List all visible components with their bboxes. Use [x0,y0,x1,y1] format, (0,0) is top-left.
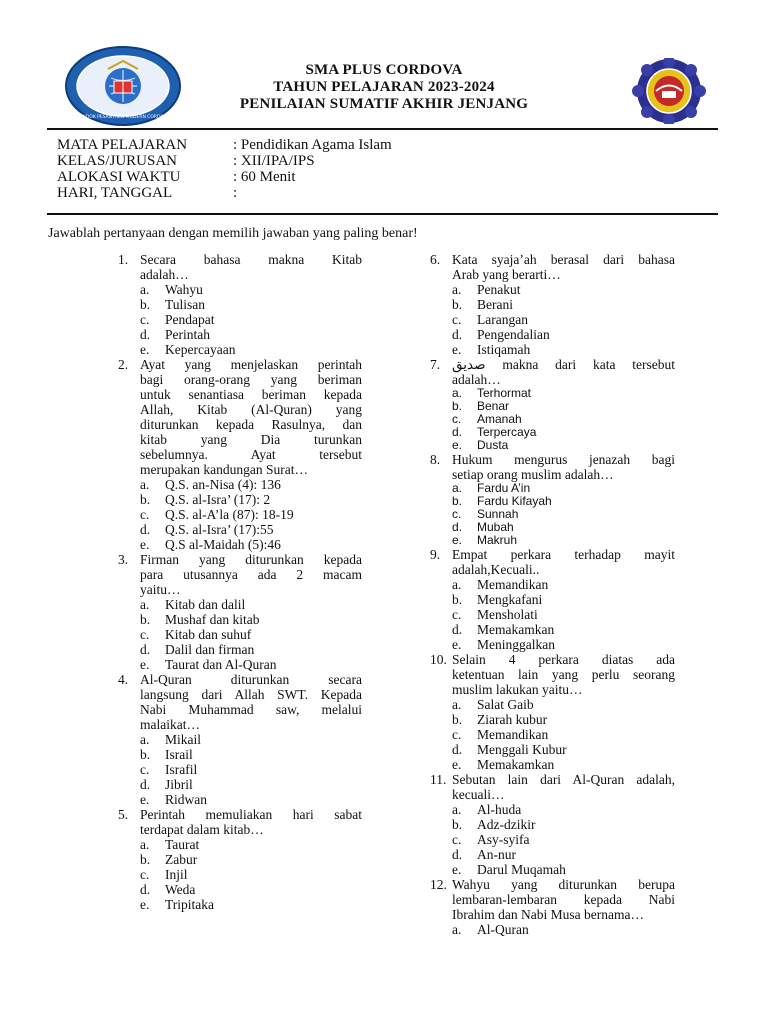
answer-option[interactable] [430,439,675,452]
question-text-line: langsung dari Allah SWT. Kepada [140,687,362,702]
option-text: Kepercayaan [165,342,236,357]
question-text-line: Allah, Kitab (Al-Quran) yang [140,402,362,417]
question-text-line: Selain 4 perkara diatas ada [452,652,675,667]
option-letter: d. [452,327,463,342]
option-text: Fardu Kifayah [477,494,552,508]
answer-option[interactable] [118,597,362,612]
question-number: 2. [118,357,129,372]
answer-option[interactable] [430,757,675,772]
answer-option[interactable] [430,922,675,937]
questions-right-column [430,252,675,937]
option-text: Asy-syifa [477,832,530,847]
question-number: 12. [430,877,447,892]
option-text: Mikail [165,732,201,747]
option-text: Mushaf dan kitab [165,612,260,627]
option-text: Darul Muqamah [477,862,566,877]
question-number: 10. [430,652,447,667]
answer-option[interactable] [430,400,675,413]
option-text: Tripitaka [165,897,215,912]
option-letter: e. [452,342,462,357]
option-text: Salat Gaib [477,697,534,712]
answer-option[interactable] [118,537,362,552]
option-letter: d. [452,425,463,439]
answer-option[interactable] [430,607,675,622]
option-text: Pengendalian [477,327,550,342]
option-letter: e. [140,792,150,807]
question-text-line: Sebutan lain dari Al-Quran adalah, [452,772,675,787]
question-text-line: Secara bahasa makna Kitab [140,252,362,267]
question-number: 11. [430,772,447,787]
answer-option[interactable] [430,482,675,495]
question-text-line: صديق makna dari kata tersebut [452,357,675,372]
option-letter: b. [452,494,463,508]
option-text: Menggali Kubur [477,742,567,757]
question-item [430,652,675,772]
question-text-line: Hukum mengurus jenazah bagi [452,452,675,467]
option-letter: d. [452,742,463,757]
option-text: Israfil [165,762,198,777]
answer-option[interactable] [118,897,362,912]
option-text: Tulisan [165,297,206,312]
answer-option[interactable] [430,817,675,832]
academic-year: TAHUN PELAJARAN 2023-2024 [273,79,495,95]
option-letter: b. [140,852,151,867]
option-text: Benar [477,399,510,413]
option-text: Fardu A’in [477,481,531,495]
answer-option[interactable] [430,426,675,439]
option-text: Al-huda [477,802,522,817]
option-letter: d. [140,522,151,537]
answer-option[interactable] [430,413,675,426]
answer-options [430,482,675,547]
answer-options [430,922,675,937]
option-text: Terhormat [477,386,532,400]
option-letter: b. [140,747,151,762]
answer-option[interactable] [430,342,675,357]
option-letter: c. [452,607,462,622]
question-item [118,672,362,807]
answer-option[interactable] [430,712,675,727]
option-letter: a. [140,837,150,852]
question-item [430,452,675,547]
answer-option[interactable] [430,282,675,297]
option-letter: b. [140,492,151,507]
option-letter: a. [452,577,462,592]
answer-options [430,697,675,772]
answer-option[interactable] [430,637,675,652]
option-text: Kitab dan dalil [165,597,246,612]
option-text: Memandikan [477,577,549,592]
answer-option[interactable] [118,312,362,327]
question-item [118,807,362,912]
option-text: Memakamkan [477,622,555,637]
answer-option[interactable] [118,732,362,747]
answer-option[interactable] [118,342,362,357]
answer-options [118,477,362,552]
option-letter: d. [140,642,151,657]
question-text-line: para utusannya ada 2 macam [140,567,362,582]
answer-option[interactable] [118,837,362,852]
answer-option[interactable] [118,492,362,507]
answer-option[interactable] [118,747,362,762]
question-text-line: adalah… [140,267,189,282]
option-text: Makruh [477,533,518,547]
answer-option[interactable] [430,521,675,534]
option-text: Wahyu [165,282,203,297]
info-value: : 60 Menit [233,169,296,185]
answer-option[interactable] [118,852,362,867]
option-text: Al-Quran [477,922,529,937]
question-number: 3. [118,552,129,567]
question-item [430,357,675,452]
answer-option[interactable] [118,657,362,672]
option-text: Taurat dan Al-Quran [165,657,277,672]
answer-option[interactable] [430,742,675,757]
option-letter: b. [452,592,463,607]
option-letter: a. [140,597,150,612]
question-text-line: malaikat… [140,717,200,732]
option-letter: a. [140,282,150,297]
option-text: An-nur [477,847,516,862]
question-item [118,252,362,357]
question-text-line: sebelumnya. Ayat tersebut [140,447,362,462]
answer-option[interactable] [118,282,362,297]
option-text: Mubah [477,520,514,534]
answer-option[interactable] [118,612,362,627]
option-text: Terpercaya [477,425,537,439]
option-letter: c. [140,762,150,777]
question-text-line: adalah,Kecuali.. [452,562,540,577]
question-item [118,552,362,672]
option-text: Berani [477,297,513,312]
option-letter: b. [452,399,463,413]
question-text-line: lembaran-lembaran kepada Nabi [452,892,675,907]
option-text: Q.S. al-Isra’ (17):55 [165,522,274,537]
question-item [430,547,675,652]
question-number: 8. [430,452,441,467]
option-text: Memandikan [477,727,549,742]
option-letter: a. [452,802,462,817]
question-text-line: kecuali… [452,787,505,802]
answer-option[interactable] [430,862,675,877]
option-letter: a. [140,732,150,747]
header-divider [47,128,718,130]
answer-options [430,802,675,877]
option-letter: e. [140,897,150,912]
option-text: Q.S. an-Nisa (4): 136 [165,477,281,492]
answer-options [118,282,362,357]
option-letter: c. [140,507,150,522]
answer-option[interactable] [118,882,362,897]
question-item [430,877,675,937]
answer-option[interactable] [118,642,362,657]
option-text: Weda [165,882,196,897]
answer-option[interactable] [430,592,675,607]
answer-option[interactable] [430,847,675,862]
info-label: HARI, TANGGAL [57,185,173,201]
option-text: Q.S. al-A’la (87): 18-19 [165,507,294,522]
answer-option[interactable] [118,327,362,342]
option-letter: c. [452,727,462,742]
option-letter: d. [452,622,463,637]
answer-option[interactable] [118,867,362,882]
option-letter: b. [140,612,151,627]
option-letter: d. [140,882,151,897]
option-letter: d. [140,327,151,342]
answer-options [430,282,675,357]
option-text: Mensholati [477,607,538,622]
answer-option[interactable] [430,622,675,637]
info-divider [47,213,718,215]
option-letter: c. [140,867,150,882]
answer-option[interactable] [430,327,675,342]
option-letter: b. [452,712,463,727]
question-text-line: muslim lakukan yaitu… [452,682,583,697]
option-letter: d. [452,847,463,862]
option-text: Ridwan [165,792,207,807]
option-text: Q.S. al-Isra’ (17): 2 [165,492,271,507]
option-letter: a. [140,477,150,492]
question-item [118,357,362,552]
school-name: SMA PLUS CORDOVA [305,62,463,78]
option-letter: d. [452,520,463,534]
option-text: Taurat [165,837,200,852]
logo-left-text: PONDOK PESANTREN MODERN CORDOVA [76,115,170,120]
option-text: Injil [165,867,188,882]
question-text-line: untuk senantiasa beriman kepada [140,387,362,402]
info-label: MATA PELAJARAN [57,137,188,153]
assessment-title: PENILAIAN SUMATIF AKHIR JENJANG [239,96,529,112]
option-text: Zabur [165,852,198,867]
option-text: Perintah [165,327,210,342]
info-value: : Pendidikan Agama Islam [233,137,392,153]
answer-options [118,732,362,807]
option-letter: a. [452,697,462,712]
option-letter: e. [140,342,150,357]
option-letter: e. [452,533,463,547]
questions-left-column [118,252,362,912]
option-text: Q.S al-Maidah (5):46 [165,537,281,552]
option-letter: b. [140,297,151,312]
question-number: 6. [430,252,441,267]
option-letter: e. [140,657,150,672]
question-text-line: merupakan kandungan Surat… [140,462,308,477]
info-value: : XII/IPA/IPS [233,153,315,169]
question-text-line: adalah… [452,372,501,387]
option-letter: a. [452,481,463,495]
option-letter: c. [452,312,462,327]
option-text: Kitab dan suhuf [165,627,252,642]
option-letter: c. [452,832,462,847]
option-letter: e. [452,637,462,652]
info-label: KELAS/JURUSAN [57,153,178,169]
instruction-text: Jawablah pertanyaan dengan memilih jawaban yang paling benar! [48,226,418,241]
option-letter: d. [140,777,151,792]
answer-option[interactable] [430,495,675,508]
question-text-line: Ibrahim dan Nabi Musa bernama… [452,907,644,922]
option-letter: c. [140,312,150,327]
info-value: : [233,185,238,201]
question-text-line: bagi orang-orang yang beriman [140,372,362,387]
option-letter: c. [452,507,462,521]
question-text-line: Al-Quran diturunkan secara [140,672,362,687]
option-text: Memakamkan [477,757,555,772]
option-letter: a. [452,282,462,297]
option-text: Istiqamah [477,342,531,357]
answer-option[interactable] [118,507,362,522]
answer-options [118,837,362,912]
option-text: Adz-dzikir [477,817,536,832]
answer-option[interactable] [430,832,675,847]
question-number: 9. [430,547,441,562]
answer-options [430,577,675,652]
question-text-line: Empat perkara terhadap mayit [452,547,675,562]
question-text-line: Perintah memuliakan hari sabat [140,807,362,822]
option-text: Mengkafani [477,592,543,607]
question-number: 4. [118,672,129,687]
question-text-line: yaitu… [140,582,181,597]
question-text-line: Nabi Muhammad saw, melalui [140,702,362,717]
option-letter: e. [452,862,462,877]
option-text: Dusta [477,438,509,452]
answer-option[interactable] [430,802,675,817]
option-text: Pendapat [165,312,215,327]
question-text-line: diturunkan kepada Rasulnya, dan [140,417,362,432]
answer-option[interactable] [118,777,362,792]
option-text: Penakut [477,282,521,297]
question-text-line: terdapat dalam kitab… [140,822,264,837]
question-item [430,252,675,357]
option-letter: b. [452,297,463,312]
question-text-line: Firman yang diturunkan kepada [140,552,362,567]
question-text-line: Wahyu yang diturunkan berupa [452,877,675,892]
question-number: 7. [430,357,441,372]
question-text-line: Arab yang berarti… [452,267,561,282]
option-letter: a. [452,922,462,937]
option-text: Jibril [165,777,193,792]
answer-option[interactable] [118,762,362,777]
option-letter: c. [140,627,150,642]
answer-option[interactable] [430,297,675,312]
question-text-line: setiap orang muslim adalah… [452,467,614,482]
answer-option[interactable] [118,627,362,642]
option-letter: a. [452,386,463,400]
option-text: Sunnah [477,507,519,521]
answer-option[interactable] [430,534,675,547]
question-text-line: Ayat yang menjelaskan perintah [140,357,362,372]
answer-option[interactable] [430,312,675,327]
answer-option[interactable] [430,697,675,712]
question-text-line: Kata syaja’ah berasal dari bahasa [452,252,675,267]
answer-option[interactable] [118,477,362,492]
question-text-line: kitab yang Dia turunkan [140,432,362,447]
option-letter: e. [452,438,463,452]
info-label: ALOKASI WAKTU [57,169,181,185]
answer-option[interactable] [430,577,675,592]
question-text-line: ketentuan lain yang perlu seorang [452,667,675,682]
option-text: Meninggalkan [477,637,555,652]
answer-options [430,387,675,452]
question-number: 1. [118,252,129,267]
answer-option[interactable] [430,508,675,521]
option-text: Amanah [477,412,522,426]
answer-option[interactable] [118,792,362,807]
question-number: 5. [118,807,129,822]
answer-option[interactable] [118,522,362,537]
option-letter: b. [452,817,463,832]
answer-option[interactable] [430,727,675,742]
option-letter: e. [140,537,150,552]
option-letter: e. [452,757,462,772]
option-text: Israil [165,747,193,762]
answer-option[interactable] [430,387,675,400]
option-text: Ziarah kubur [477,712,548,727]
option-letter: c. [452,412,462,426]
answer-options [118,597,362,672]
option-text: Dalil dan firman [165,642,255,657]
answer-option[interactable] [118,297,362,312]
question-item [430,772,675,877]
option-text: Larangan [477,312,528,327]
